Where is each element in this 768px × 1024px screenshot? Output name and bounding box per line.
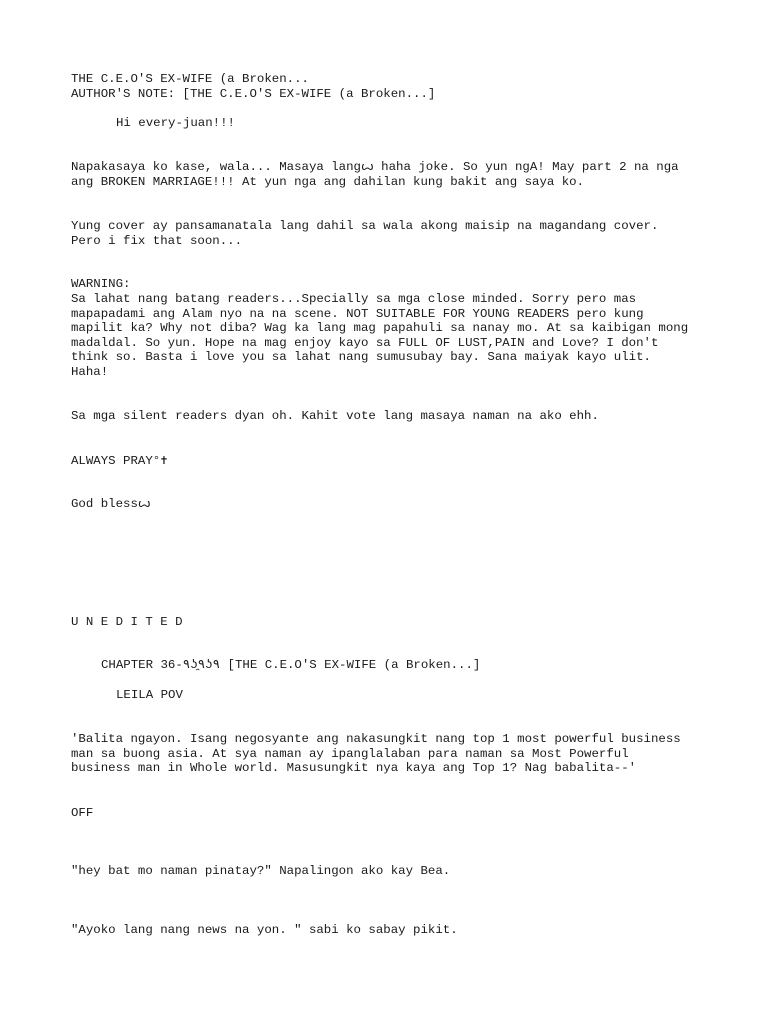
off-text: OFF bbox=[71, 806, 94, 820]
dialogue-line-1: "hey bat mo naman pinatay?" Napalingon ako kay Bea. bbox=[71, 864, 451, 878]
news-paragraph: 'Balita ngayon. Isang negosyante ang nakasungkit nang top 1 most powerful business man sa buong asia. At sya naman ay ipanglalaban para naman sa Most Powerful business man in Whole world. Masusungkit nya kaya ang Top 1? Nag babalita--' bbox=[71, 732, 681, 776]
unedited-label: U N E D I T E D bbox=[71, 615, 183, 629]
paragraph-happy: Napakasaya ko kase, wala... Masaya langꙍ haha joke. So yun ngA! May part 2 na nga ang BROKEN MARRIAGE!!! At yun nga ang dahilan kung bakit ang saya ko. bbox=[71, 160, 679, 189]
chapter-heading: CHAPTER 36-٩ʖ̯٩ʖ٩ [THE C.E.O'S EX-WIFE (a Broken...] bbox=[101, 658, 481, 672]
greeting-text: Hi every-juan!!! bbox=[116, 116, 235, 130]
god-bless-text: God blessꙍ bbox=[71, 497, 151, 511]
pov-label: LEILA POV bbox=[116, 688, 183, 702]
author-note-heading: AUTHOR'S NOTE: [THE C.E.O'S EX-WIFE (a Broken...] bbox=[71, 87, 436, 101]
always-pray-text: ALWAYS PRAY°✝ bbox=[71, 454, 168, 468]
warning-label: WARNING: bbox=[71, 277, 131, 291]
warning-text: Sa lahat nang batang readers...Specially sa mga close minded. Sorry pero mas mapapadami ang Alam nyo na na scene. NOT SUITABLE FOR YOUNG READERS pero kung mapilit ka? Why not diba? Wag ka lang mag papahuli sa nanay mo. At sa kaibigan mong madaldal. So yun. Hope na mag enjoy kayo sa FULL OF LUST,PAIN and Love? I don't think so. Basta i love you sa lahat nang sumusubay bay. Sana maiyak kayo ulit. Haha! bbox=[71, 292, 689, 379]
dialogue-line-2: "Ayoko lang nang news na yon. " sabi ko sabay pikit. bbox=[71, 923, 458, 937]
paragraph-cover: Yung cover ay pansamanatala lang dahil sa wala akong maisip na magandang cover. Pero i fix that soon... bbox=[71, 219, 659, 248]
silent-readers-text: Sa mga silent readers dyan oh. Kahit vote lang masaya naman na ako ehh. bbox=[71, 409, 599, 423]
story-title-line: THE C.E.O'S EX-WIFE (a Broken... bbox=[71, 72, 309, 86]
